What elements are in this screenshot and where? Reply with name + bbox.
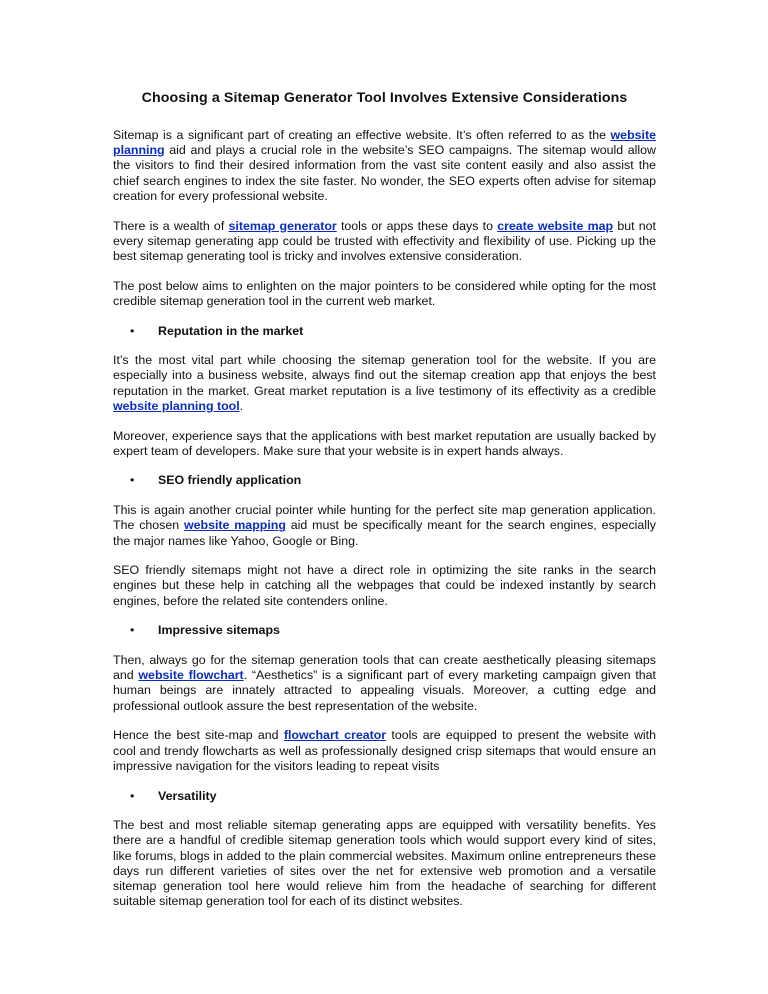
bullet-icon: • (130, 623, 135, 638)
text: aid and plays a crucial role in the website’s SEO campaigns. The sitemap would allow the visitors to find their desired information from the vast site content easily and also assist the chief search engines to index the site faster. No wonder, the SEO experts often advise for sitemap creation for every professional website. (113, 143, 656, 203)
paragraph-versatility: The best and most reliable sitemap generating apps are equipped with versatility benefits. Yes there are a handful of credible sitemap generation tools which would support every kind of sites, like forums, blogs in added to the plain commercial websites. Maximum online entrepreneurs these days run different varieties of sites over the net for extensive web promotion and a versatile sitemap generation tool here would relieve him from the headache of searching for different suitable sitemap generation tool for each of its distinct websites. (113, 818, 656, 909)
paragraph-intro (113, 128, 656, 204)
paragraph-seo (113, 503, 656, 549)
bullet-heading-versatility (113, 789, 656, 804)
bullet-icon: • (130, 788, 135, 803)
text: tools are equipped to present the website with cool and trendy flowcharts as well as professionally designed crisp sitemaps that would ensure an impressive navigation for the visitors leading to repeat visits (113, 728, 657, 773)
paragraph-tools (113, 219, 656, 265)
text: aid must be specifically meant for the search engines, especially the major names like Yahoo, Google or Bing. (113, 518, 656, 548)
text: Hence the best site-map and (113, 728, 284, 743)
link-website-planning[interactable]: website planning (113, 128, 656, 158)
bullet-label: Impressive sitemaps (158, 623, 280, 638)
link-create-website-map[interactable]: create website map (497, 218, 614, 233)
text: . (239, 398, 244, 413)
bullet-icon: • (130, 323, 135, 338)
text: There is a wealth of (113, 218, 229, 233)
document-title: Choosing a Sitemap Generator Tool Involves Extensive Considerations (141, 90, 628, 106)
bullet-icon: • (130, 473, 135, 488)
text: It’s the most vital part while choosing the sitemap generation tool for the website. If you are especially into a business website, always find out the sitemap creation app that enjoys the best reputation in the market. Great market reputation is a live testimony of its effectivity as a credible (113, 353, 656, 398)
text: Then, always go for the sitemap generation tools that can create aesthetically pleasing sitemaps and (113, 653, 656, 683)
paragraph-overview: The post below aims to enlighten on the major pointers to be considered while opting for the most credible sitemap generation tool in the current web market. (113, 278, 656, 308)
text: This is again another crucial pointer while hunting for the perfect site map generation application. The chosen (113, 503, 656, 533)
link-flowchart-creator[interactable]: flowchart creator (283, 728, 387, 743)
text: but not every sitemap generating app could be trusted with effectivity and flexibility of use. Picking up the best sitemap generating tool is tricky and involves extensive consideration. (113, 218, 656, 263)
paragraph-reputation (113, 353, 656, 414)
bullet-heading-reputation (113, 324, 656, 339)
link-website-mapping[interactable]: website mapping (184, 518, 286, 533)
bullet-label: SEO friendly application (158, 473, 302, 488)
bullet-label: Reputation in the market (158, 323, 304, 338)
paragraph-flowchart (113, 728, 656, 774)
link-website-flowchart[interactable]: website flowchart (138, 668, 244, 683)
text: Sitemap is a significant part of creating an effective website. It’s often referred to as the (113, 128, 611, 142)
bullet-heading-impressive (113, 623, 656, 638)
paragraph-seo-sitemaps: SEO friendly sitemaps might not have a direct role in optimizing the site ranks in the search engines but these help in catching all the webpages that could be indexed instantly by search engines, before the related site contenders online. (113, 563, 656, 608)
paragraph-aesthetics (113, 653, 656, 714)
bullet-label: Versatility (158, 788, 217, 803)
bullet-heading-seo (113, 473, 656, 488)
link-sitemap-generator[interactable]: sitemap generator (228, 218, 337, 233)
link-website-planning-tool[interactable]: website planning tool (113, 398, 240, 413)
paragraph-experience: Moreover, experience says that the applications with best market reputation are usually backed by expert team of developers. Make sure that your website is in expert hands always. (113, 428, 656, 458)
text: . “Aesthetics” is a significant part of every marketing campaign given that human beings are innately attracted to appealing visuals. Moreover, a cutting edge and professional outlook assure the best representation of the website. (113, 668, 657, 713)
text: tools or apps these days to (336, 218, 498, 233)
